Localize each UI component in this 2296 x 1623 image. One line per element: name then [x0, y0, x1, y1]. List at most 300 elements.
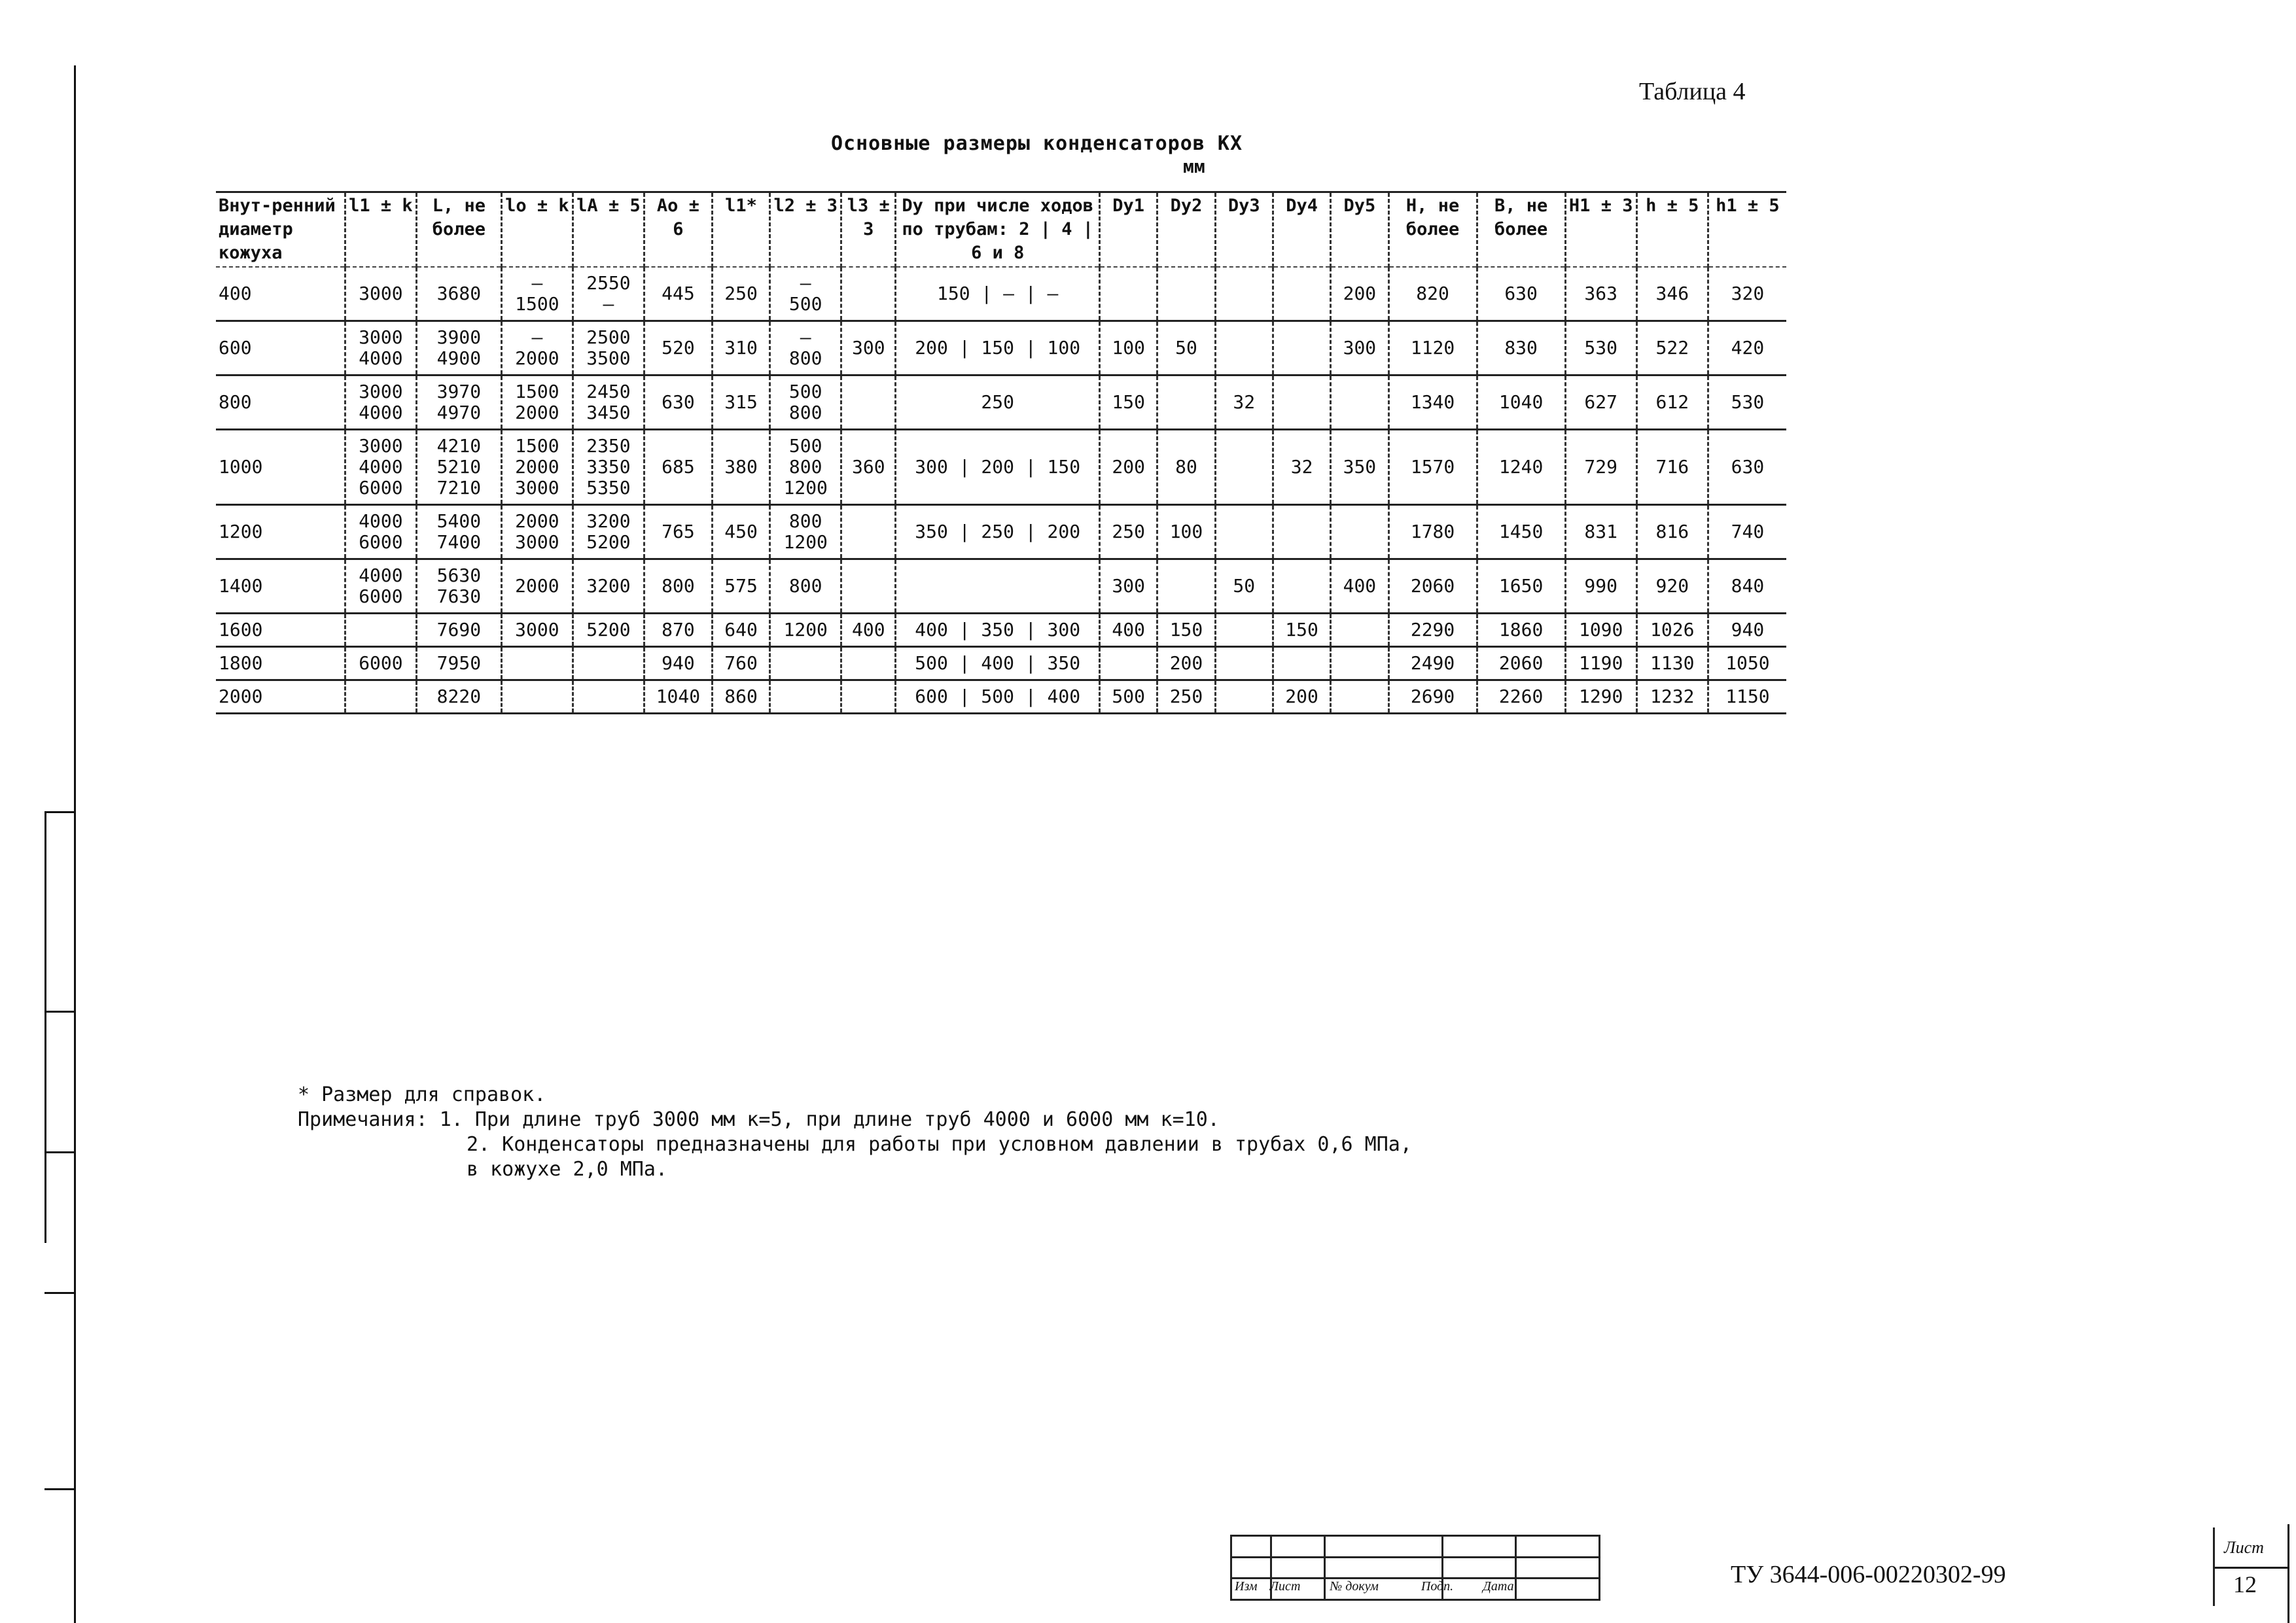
table-cell — [501, 505, 573, 559]
cell-value: 2690 — [1410, 686, 1455, 707]
cell-value: 729 — [1584, 456, 1617, 478]
table-cell — [1273, 647, 1330, 680]
cell-value: 600 — [219, 337, 252, 358]
cell-value: 3000 4000 — [359, 381, 403, 423]
sheet-box-divider — [2215, 1567, 2289, 1569]
table-cell — [345, 375, 416, 430]
table-cell — [1477, 375, 1565, 430]
table-cell — [1331, 375, 1388, 430]
note-1: 1. При длине труб 3000 мм к=5, при длине труб 4000 и 6000 мм к=10. — [439, 1108, 1220, 1131]
table-cell — [1331, 647, 1388, 680]
table-cell — [1388, 647, 1477, 680]
table-cell — [1477, 614, 1565, 647]
table-cell — [1636, 647, 1708, 680]
table-cell — [345, 321, 416, 375]
table-cell — [644, 647, 712, 680]
table-cell — [770, 680, 841, 714]
table-cell — [1388, 680, 1477, 714]
cell-value: 445 — [662, 283, 695, 304]
table-cell — [573, 647, 644, 680]
cell-value: — 800 — [788, 326, 822, 369]
cell-value: 320 — [1731, 283, 1765, 304]
cell-value: 685 — [662, 456, 695, 478]
footnote: * Размер для справок. — [298, 1083, 546, 1106]
table-cell — [1100, 375, 1157, 430]
cell-value: 920 — [1655, 575, 1689, 597]
table-cell — [841, 505, 896, 559]
table-cell — [1477, 647, 1565, 680]
cell-value: 400 — [852, 619, 885, 640]
cell-value — [1161, 398, 1211, 406]
cell-value: 3200 5200 — [586, 510, 631, 553]
cell-value — [1219, 659, 1269, 667]
cell-value — [845, 693, 892, 701]
column-header: H, не более — [1388, 192, 1477, 268]
column-header: Dy4 — [1273, 192, 1330, 268]
cell-value: 1232 — [1650, 686, 1695, 707]
table-cell — [896, 614, 1100, 647]
title-block-stamp — [1230, 1535, 1600, 1601]
table-body — [216, 267, 1786, 714]
cell-value: 830 — [1504, 337, 1538, 358]
cell-value: 315 — [724, 391, 758, 413]
cell-value: 100 — [1169, 521, 1203, 542]
table-cell — [1331, 430, 1388, 505]
table-cell — [644, 430, 712, 505]
table-cell — [416, 647, 501, 680]
table-cell — [770, 267, 841, 321]
table-cell — [896, 559, 1100, 614]
table-cell — [416, 505, 501, 559]
table-cell — [573, 680, 644, 714]
cell-value: 200 — [1112, 456, 1145, 478]
row-diameter-cell — [216, 505, 345, 559]
table-cell — [712, 647, 769, 680]
table-cell — [501, 375, 573, 430]
table-cell — [712, 505, 769, 559]
cell-value: 300 — [852, 337, 885, 358]
cell-value: 100 — [1112, 337, 1145, 358]
stamp-label-date: Дата — [1483, 1579, 1514, 1594]
cell-value: 200 — [1285, 686, 1318, 707]
table-cell — [1636, 505, 1708, 559]
table-cell — [573, 375, 644, 430]
cell-value: 3900 4900 — [436, 326, 482, 369]
table-cell — [1331, 614, 1388, 647]
cell-value — [1219, 463, 1269, 471]
stamp-labels — [1235, 1579, 1514, 1594]
cell-value: 1860 — [1498, 619, 1544, 640]
cell-value — [845, 582, 892, 590]
cell-value: 820 — [1416, 283, 1449, 304]
table-cell — [1708, 614, 1786, 647]
cell-value: 200 — [1343, 283, 1377, 304]
table-cell — [1565, 375, 1636, 430]
cell-value: 800 1200 — [783, 510, 828, 553]
table-cell — [416, 614, 501, 647]
cell-value: 1400 — [219, 575, 263, 597]
cell-value: 575 — [724, 575, 758, 597]
margin-line — [74, 65, 76, 1623]
cell-value: 831 — [1584, 521, 1617, 542]
cell-value: 346 — [1655, 283, 1689, 304]
table-cell — [1565, 267, 1636, 321]
cell-value: 1500 2000 3000 — [515, 435, 559, 498]
cell-value: 1500 2000 — [515, 381, 559, 423]
stamp-label-izm: Изм — [1235, 1579, 1258, 1594]
table-header-row — [216, 192, 1786, 268]
table-cell — [770, 559, 841, 614]
dimensions-table-grid — [216, 191, 1786, 714]
cell-value: 200 — [1169, 652, 1203, 674]
column-header: l1* — [712, 192, 769, 268]
table-cell — [1708, 267, 1786, 321]
cell-value: 4000 6000 — [359, 510, 403, 553]
cell-value: 350 | 250 | 200 — [915, 521, 1081, 542]
table-cell — [644, 614, 712, 647]
table-cell — [416, 375, 501, 430]
stamp-col-line — [1515, 1537, 1517, 1599]
cell-value: 3000 — [515, 619, 559, 640]
table-cell — [712, 559, 769, 614]
table-cell — [1331, 321, 1388, 375]
cell-value: 2000 3000 — [515, 510, 559, 553]
cell-value: 1780 — [1410, 521, 1455, 542]
table-cell — [501, 430, 573, 505]
table-cell — [712, 614, 769, 647]
row-diameter-cell — [216, 647, 345, 680]
table-cell — [1100, 559, 1157, 614]
table-cell — [501, 680, 573, 714]
table-cell — [1331, 680, 1388, 714]
table-cell — [1331, 505, 1388, 559]
sheet-label: Лист — [2224, 1538, 2264, 1557]
table-cell — [1215, 430, 1273, 505]
table-cell — [841, 614, 896, 647]
column-header: lA ± 5 — [573, 192, 644, 268]
table-row — [216, 559, 1786, 614]
table-row — [216, 680, 1786, 714]
cell-value: 2000 — [219, 686, 263, 707]
table-cell — [644, 375, 712, 430]
margin-tick — [44, 1488, 76, 1490]
cell-value: 1090 — [1578, 619, 1623, 640]
cell-value: 2450 3450 — [586, 381, 631, 423]
cell-value: 500 800 1200 — [783, 435, 828, 498]
dimensions-table — [216, 191, 1786, 714]
table-cell — [1215, 321, 1273, 375]
margin-tick — [44, 1151, 76, 1153]
row-diameter-cell — [216, 559, 345, 614]
table-cell — [841, 430, 896, 505]
column-header: l1 ± k — [345, 192, 416, 268]
table-cell — [1708, 375, 1786, 430]
table-cell — [644, 505, 712, 559]
table-cell — [1388, 375, 1477, 430]
cell-value: 2290 — [1410, 619, 1455, 640]
table-cell — [1477, 321, 1565, 375]
table-cell — [501, 559, 573, 614]
cell-value: 5630 7630 — [436, 565, 482, 607]
cell-value: 1120 — [1410, 337, 1455, 358]
table-cell — [1477, 430, 1565, 505]
table-cell — [345, 647, 416, 680]
table-cell — [501, 647, 573, 680]
cell-value: — 1500 — [515, 272, 559, 315]
table-cell — [1331, 559, 1388, 614]
cell-value — [773, 659, 838, 667]
table-cell — [1215, 505, 1273, 559]
table-cell — [896, 505, 1100, 559]
table-cell — [1636, 430, 1708, 505]
table-cell — [416, 680, 501, 714]
table-cell — [1157, 614, 1215, 647]
cell-value: 420 — [1731, 337, 1765, 358]
column-header: l2 ± 3 — [770, 192, 841, 268]
table-cell — [1273, 559, 1330, 614]
table-cell — [896, 647, 1100, 680]
cell-value — [1219, 693, 1269, 701]
cell-value: 400 — [1112, 619, 1145, 640]
table-cell — [1708, 430, 1786, 505]
table-cell — [345, 267, 416, 321]
cell-value — [1334, 528, 1385, 536]
table-cell — [1388, 321, 1477, 375]
table-cell — [1636, 614, 1708, 647]
table-units: мм — [1183, 156, 1205, 177]
cell-value: 3970 4970 — [436, 381, 482, 423]
cell-value: 1340 — [1410, 391, 1455, 413]
cell-value: 2350 3350 5350 — [586, 435, 631, 498]
table-cell — [1100, 267, 1157, 321]
cell-value: 3000 4000 6000 — [359, 435, 403, 498]
cell-value: 940 — [662, 652, 695, 674]
table-cell — [841, 647, 896, 680]
note-2a: 2. Конденсаторы предназначены для работы при условном давлении в трубах 0,6 МПа, — [467, 1133, 1412, 1156]
table-cell — [1215, 375, 1273, 430]
table-cell — [501, 614, 573, 647]
table-cell — [1215, 559, 1273, 614]
cell-value: 1290 — [1578, 686, 1623, 707]
table-title: Основные размеры конденсаторов КХ — [831, 132, 1243, 155]
table-cell — [1157, 505, 1215, 559]
column-header: h1 ± 5 — [1708, 192, 1786, 268]
table-cell — [644, 321, 712, 375]
cell-value: 363 — [1584, 283, 1617, 304]
cell-value: 2490 — [1410, 652, 1455, 674]
table-cell — [1388, 505, 1477, 559]
cell-value: 380 — [724, 456, 758, 478]
table-cell — [1388, 267, 1477, 321]
cell-value: 2060 — [1498, 652, 1544, 674]
table-cell — [1388, 430, 1477, 505]
cell-value — [1277, 659, 1327, 667]
stamp-label-list: Лист — [1269, 1579, 1301, 1594]
table-cell — [770, 321, 841, 375]
table-cell — [1636, 267, 1708, 321]
cell-value: 800 — [662, 575, 695, 597]
cell-value: 150 — [1112, 391, 1145, 413]
table-cell — [1708, 647, 1786, 680]
table-cell — [1636, 559, 1708, 614]
cell-value: 310 — [724, 337, 758, 358]
cell-value — [1161, 582, 1211, 590]
margin-tick — [44, 1011, 76, 1013]
cell-value — [1334, 693, 1385, 701]
table-cell — [1565, 321, 1636, 375]
table-cell — [841, 680, 896, 714]
table-cell — [1100, 505, 1157, 559]
margin-tick — [44, 811, 76, 813]
row-diameter-cell — [216, 430, 345, 505]
table-row — [216, 647, 1786, 680]
cell-value — [1277, 528, 1327, 536]
column-header: h ± 5 — [1636, 192, 1708, 268]
table-label: Таблица 4 — [1639, 78, 1746, 105]
column-header: lo ± k — [501, 192, 573, 268]
table-cell — [1331, 267, 1388, 321]
cell-value: 1240 — [1498, 456, 1544, 478]
table-cell — [345, 505, 416, 559]
table-cell — [1565, 430, 1636, 505]
cell-value: 400 — [1343, 575, 1377, 597]
table-cell — [1157, 321, 1215, 375]
table-cell — [712, 267, 769, 321]
table-cell — [1477, 559, 1565, 614]
column-header: Dy2 — [1157, 192, 1215, 268]
table-cell — [1273, 505, 1330, 559]
cell-value: 80 — [1175, 456, 1197, 478]
table-cell — [896, 680, 1100, 714]
cell-value: 1200 — [219, 521, 263, 542]
cell-value — [1277, 398, 1327, 406]
cell-value: 360 — [852, 456, 885, 478]
table-row — [216, 375, 1786, 430]
cell-value: 5400 7400 — [436, 510, 482, 553]
cell-value — [1103, 659, 1154, 667]
row-diameter-cell — [216, 267, 345, 321]
cell-value: 150 — [1285, 619, 1318, 640]
table-cell — [345, 614, 416, 647]
cell-value: 4000 6000 — [359, 565, 403, 607]
cell-value — [899, 582, 1096, 590]
cell-value: 3200 — [586, 575, 631, 597]
table-cell — [1565, 680, 1636, 714]
cell-value: 1050 — [1725, 652, 1770, 674]
cell-value: 150 | – | – — [936, 283, 1059, 304]
document-code: ТУ 3644-006-00220302-99 — [1731, 1561, 2006, 1588]
table-cell — [770, 614, 841, 647]
table-cell — [1100, 321, 1157, 375]
column-header: B, не более — [1477, 192, 1565, 268]
sheet-number: 12 — [2233, 1571, 2257, 1597]
margin-tick — [44, 1292, 76, 1294]
cell-value: 3680 — [436, 283, 482, 304]
cell-value: 740 — [1731, 521, 1765, 542]
cell-value: 300 — [1343, 337, 1377, 358]
table-cell — [1273, 614, 1330, 647]
table-cell — [1565, 505, 1636, 559]
table-cell — [1708, 321, 1786, 375]
table-cell — [1215, 647, 1273, 680]
table-cell — [573, 321, 644, 375]
cell-value — [845, 528, 892, 536]
cell-value: 250 — [1112, 521, 1145, 542]
table-cell — [1273, 375, 1330, 430]
cell-value: 990 — [1584, 575, 1617, 597]
table-cell — [1215, 614, 1273, 647]
cell-value: 300 — [1112, 575, 1145, 597]
cell-value: — 2000 — [515, 326, 559, 369]
table-cell — [1388, 614, 1477, 647]
table-cell — [644, 267, 712, 321]
table-cell — [770, 375, 841, 430]
cell-value: 7950 — [436, 652, 482, 674]
cell-value — [1334, 659, 1385, 667]
cell-value: 250 — [724, 283, 758, 304]
cell-value: 716 — [1655, 456, 1689, 478]
cell-value: 32 — [1233, 391, 1256, 413]
cell-value: 2260 — [1498, 686, 1544, 707]
table-cell — [416, 267, 501, 321]
column-header: Dy5 — [1331, 192, 1388, 268]
cell-value: 640 — [724, 619, 758, 640]
table-cell — [1708, 680, 1786, 714]
cell-value: 1000 — [219, 456, 263, 478]
cell-value: 630 — [1504, 283, 1538, 304]
table-cell — [573, 559, 644, 614]
table-cell — [345, 680, 416, 714]
notes-label: Примечания: — [298, 1108, 428, 1131]
cell-value: — 500 — [788, 272, 822, 315]
stamp-row-line — [1232, 1556, 1598, 1558]
column-header: Внут-ренний диаметр кожуха — [216, 192, 345, 268]
cell-value: 1570 — [1410, 456, 1455, 478]
table-cell — [573, 614, 644, 647]
table-cell — [841, 559, 896, 614]
cell-value: 50 — [1233, 575, 1256, 597]
column-header: Ao ± 6 — [644, 192, 712, 268]
cell-value: 530 — [1731, 391, 1765, 413]
table-cell — [1100, 680, 1157, 714]
column-header: Dy1 — [1100, 192, 1157, 268]
cell-value — [1277, 290, 1327, 298]
cell-value: 7690 — [436, 619, 482, 640]
cell-value: 1150 — [1725, 686, 1770, 707]
cell-value: 627 — [1584, 391, 1617, 413]
table-cell — [1565, 647, 1636, 680]
cell-value: 250 — [981, 391, 1014, 413]
cell-value: 1600 — [219, 619, 263, 640]
table-cell — [841, 321, 896, 375]
cell-value: 760 — [724, 652, 758, 674]
table-row — [216, 267, 1786, 321]
table-cell — [1157, 375, 1215, 430]
table-cell — [712, 680, 769, 714]
cell-value: 816 — [1655, 521, 1689, 542]
cell-value — [1161, 290, 1211, 298]
cell-value: 1190 — [1578, 652, 1623, 674]
table-cell — [1708, 559, 1786, 614]
cell-value: 600 | 500 | 400 — [915, 686, 1081, 707]
cell-value: 1026 — [1650, 619, 1695, 640]
table-cell — [1565, 559, 1636, 614]
cell-value: 350 — [1343, 456, 1377, 478]
table-cell — [644, 559, 712, 614]
cell-value — [505, 659, 569, 667]
table-cell — [770, 430, 841, 505]
table-cell — [573, 505, 644, 559]
